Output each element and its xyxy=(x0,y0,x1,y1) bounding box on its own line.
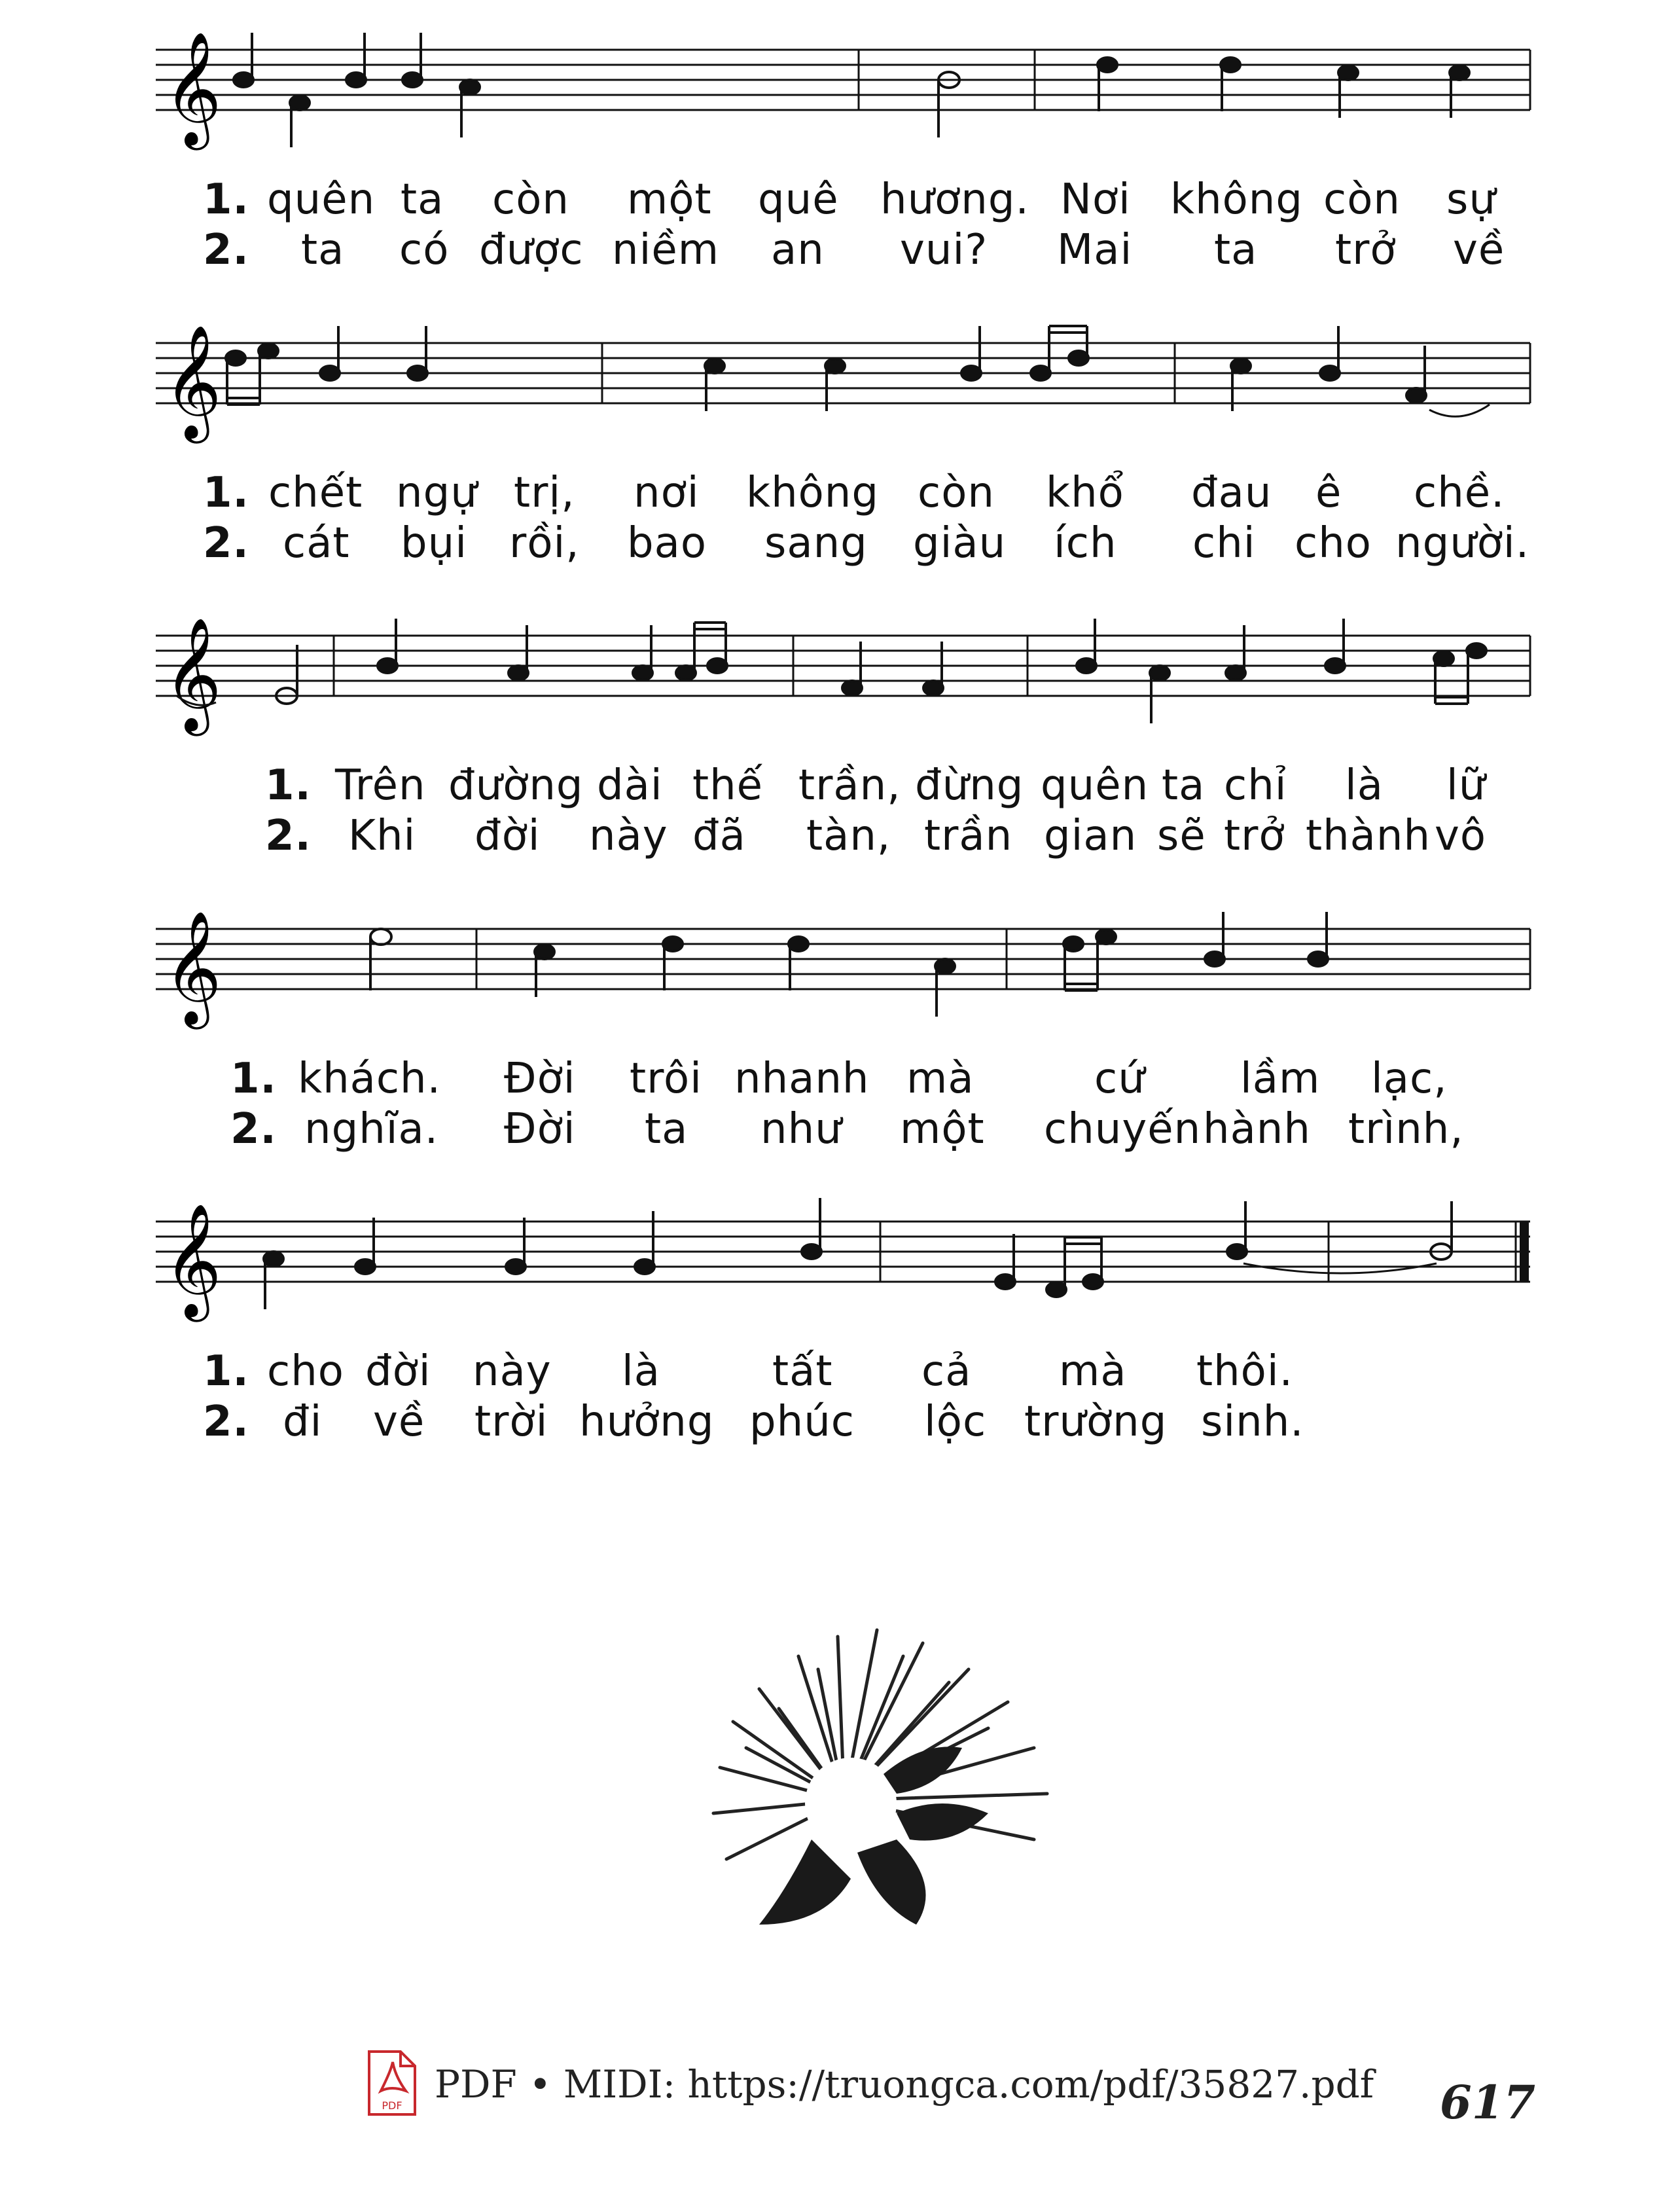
lyric-word: Khi xyxy=(348,812,416,860)
lyric-word: được xyxy=(479,226,584,274)
treble-clef-icon: 𝄞 xyxy=(164,617,222,731)
lyric-word: đừng xyxy=(915,761,1024,810)
lyric-word: hành xyxy=(1203,1105,1311,1153)
lyric-word: cả xyxy=(921,1347,972,1396)
lyric-word: Trên xyxy=(335,761,426,810)
staff-4 xyxy=(0,905,1680,1036)
footer-link-text[interactable]: PDF • MIDI: https://truongca.com/pdf/35827.pdf xyxy=(435,2062,1374,2107)
verse-2-lyric-line xyxy=(0,812,1680,858)
lyric-word: ê xyxy=(1315,469,1342,517)
music-system-5 xyxy=(0,1198,1680,1460)
lyric-word: vui? xyxy=(900,226,988,274)
lyric-word: lạc, xyxy=(1371,1055,1448,1103)
lyric-word: quê xyxy=(758,175,839,224)
verse-1-lyric-line xyxy=(0,761,1680,810)
verse-1-lyric-line xyxy=(0,1055,1680,1103)
lyric-word: này xyxy=(473,1347,552,1396)
treble-clef-icon: 𝄞 xyxy=(164,325,222,439)
lyric-word: về xyxy=(1453,226,1505,274)
lyric-word: đã xyxy=(692,812,746,860)
lyric-word: sinh. xyxy=(1201,1398,1304,1446)
lyric-word: giàu xyxy=(913,519,1007,568)
lyric-word: này xyxy=(589,812,668,860)
lyric-word: ta xyxy=(401,175,444,224)
lyric-word: trời xyxy=(474,1398,548,1446)
staff-5 xyxy=(0,1198,1680,1329)
lyric-word: thôi. xyxy=(1196,1347,1293,1396)
lyric-word: chi xyxy=(1192,519,1256,568)
lyric-word: thế xyxy=(692,761,764,810)
footer-link[interactable] xyxy=(366,2050,1479,2122)
lyric-word: trị, xyxy=(514,469,575,517)
lyric-word: khổ xyxy=(1046,469,1124,517)
lyric-word: ta xyxy=(1214,226,1258,274)
lyric-word: đi xyxy=(283,1398,323,1446)
lyric-word: phúc xyxy=(749,1398,855,1446)
lyric-word: mà xyxy=(1059,1347,1127,1396)
lyric-word: sẽ xyxy=(1157,812,1206,860)
lyric-word: là xyxy=(1345,761,1384,810)
lyric-word: cát xyxy=(283,519,350,568)
lyric-word: trôi xyxy=(630,1055,702,1103)
pdf-icon-label: PDF xyxy=(382,2099,402,2112)
lyric-word: ta xyxy=(301,226,345,274)
lyric-word: trần xyxy=(924,812,1013,860)
lyric-word: có xyxy=(399,226,450,274)
verse-2-lyric-line xyxy=(0,519,1680,568)
verse-2-lyric-line xyxy=(0,226,1680,272)
lyric-word: dài xyxy=(597,761,663,810)
lyric-word: còn xyxy=(918,469,995,517)
lyric-word: gian xyxy=(1044,812,1137,860)
lyric-word: niềm xyxy=(612,226,720,274)
treble-clef-icon: 𝄞 xyxy=(164,911,222,1024)
lyric-word: Nơi xyxy=(1060,175,1131,224)
verse-number: 2. xyxy=(203,519,249,568)
lyric-word: một xyxy=(627,175,712,224)
lyric-word: lộc xyxy=(924,1398,987,1446)
lyric-word: lầm xyxy=(1240,1055,1321,1103)
staff-1 xyxy=(0,26,1680,157)
lyric-word: đường xyxy=(448,761,584,810)
lyric-word: Mai xyxy=(1057,226,1133,274)
lyric-word: trình, xyxy=(1348,1105,1464,1153)
lyric-word: bao xyxy=(627,519,707,568)
lyric-word: cứ xyxy=(1094,1055,1145,1103)
music-system-3 xyxy=(0,612,1680,874)
lyric-word: nghĩa. xyxy=(304,1105,439,1153)
lyric-word: người. xyxy=(1395,519,1530,568)
sunburst-illustration xyxy=(681,1617,1073,1957)
lyric-word: trở xyxy=(1224,812,1285,860)
lyric-word: cho xyxy=(267,1347,344,1396)
lyric-word: ngự xyxy=(396,469,478,517)
lyric-word: lữ xyxy=(1446,761,1486,810)
verse-1-lyric-line xyxy=(0,175,1680,224)
lyric-word: an xyxy=(771,226,825,274)
lyric-word: sang xyxy=(764,519,868,568)
staff-2 xyxy=(0,319,1680,450)
lyric-word: hương. xyxy=(880,175,1029,224)
lyric-word: mà xyxy=(906,1055,974,1103)
lyric-word: hưởng xyxy=(579,1398,715,1446)
lyric-word: trần, xyxy=(798,761,901,810)
pdf-icon xyxy=(366,2050,418,2116)
lyric-word: không xyxy=(746,469,879,517)
lyric-word: sự xyxy=(1446,175,1496,224)
lyric-word: một xyxy=(900,1105,985,1153)
lyric-word: cho xyxy=(1295,519,1372,568)
lyric-word: trường xyxy=(1024,1398,1168,1446)
lyric-word: Đời xyxy=(504,1105,576,1153)
verse-number: 1. xyxy=(265,761,312,810)
lyric-word: rồi, xyxy=(509,519,580,568)
verse-number: 2. xyxy=(203,226,249,274)
lyric-word: chết xyxy=(268,469,363,517)
treble-clef-icon: 𝄞 xyxy=(164,1203,222,1317)
lyric-word: bụi xyxy=(401,519,467,568)
treble-clef-icon: 𝄞 xyxy=(164,31,222,145)
verse-number: 2. xyxy=(203,1398,249,1446)
verse-number: 1. xyxy=(230,1055,277,1103)
lyric-word: thành xyxy=(1306,812,1431,860)
lyric-word: như xyxy=(760,1105,842,1153)
lyric-word: ta xyxy=(1162,761,1206,810)
verse-1-lyric-line xyxy=(0,469,1680,515)
lyric-word: trở xyxy=(1335,226,1397,274)
lyric-word: còn xyxy=(1323,175,1401,224)
verse-number: 1. xyxy=(203,469,249,517)
verse-number: 2. xyxy=(265,812,312,860)
lyric-word: chỉ xyxy=(1224,761,1287,810)
lyric-word: nhanh xyxy=(734,1055,870,1103)
lyric-word: nơi xyxy=(634,469,700,517)
lyric-word: quên xyxy=(267,175,376,224)
music-system-2 xyxy=(0,319,1680,581)
verse-number: 2. xyxy=(230,1105,277,1153)
verse-2-lyric-line xyxy=(0,1398,1680,1446)
lyric-word: ích xyxy=(1054,519,1117,568)
verse-number: 1. xyxy=(203,175,249,224)
lyric-word: ta xyxy=(645,1105,688,1153)
verse-number: 1. xyxy=(203,1347,249,1396)
lyric-word: vô xyxy=(1435,812,1487,860)
lyric-word: chuyến xyxy=(1044,1105,1202,1153)
lyric-word: đau xyxy=(1191,469,1272,517)
lyric-word: còn xyxy=(492,175,569,224)
staff-3 xyxy=(0,612,1680,743)
music-system-1 xyxy=(0,26,1680,288)
lyric-word: Đời xyxy=(504,1055,576,1103)
music-system-4 xyxy=(0,905,1680,1167)
lyric-word: tất xyxy=(772,1347,833,1396)
page-number: 617 xyxy=(1440,2075,1536,2129)
lyric-word: đời xyxy=(365,1347,431,1396)
lyric-word: quên xyxy=(1041,761,1149,810)
lyric-word: khách. xyxy=(298,1055,441,1103)
lyric-word: chề. xyxy=(1414,469,1505,517)
lyric-word: là xyxy=(622,1347,660,1396)
lyric-word: không xyxy=(1170,175,1303,224)
lyric-word: tàn, xyxy=(806,812,891,860)
verse-1-lyric-line xyxy=(0,1347,1680,1396)
lyric-word: đời xyxy=(474,812,541,860)
lyric-word: về xyxy=(373,1398,425,1446)
verse-2-lyric-line xyxy=(0,1105,1680,1151)
